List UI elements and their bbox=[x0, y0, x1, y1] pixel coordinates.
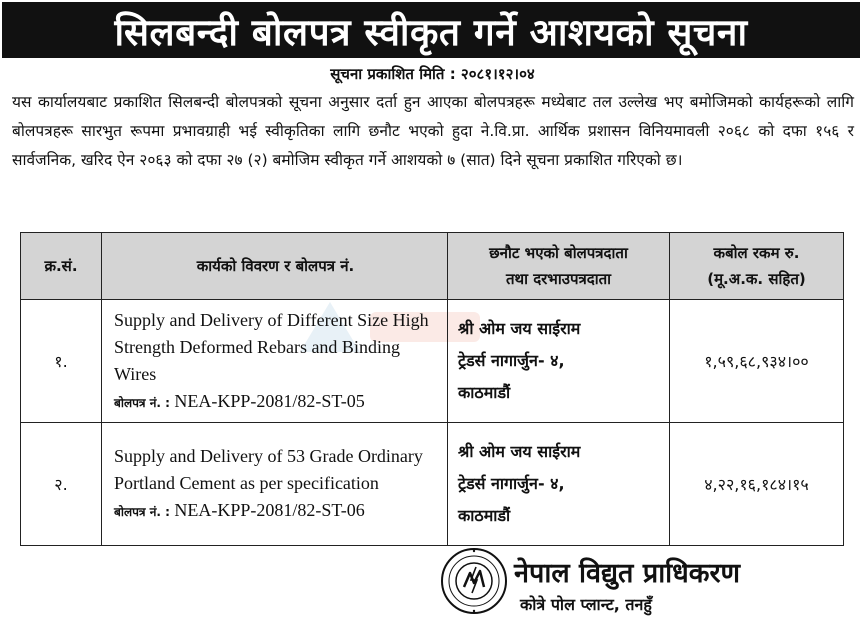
table-header-row bbox=[21, 233, 844, 300]
table-row bbox=[21, 423, 844, 546]
header-bidder bbox=[448, 233, 670, 300]
header-sn: क्र.सं. bbox=[21, 233, 102, 300]
row-bidder bbox=[448, 423, 670, 546]
header-amount-line2: (मू.अ.क. सहित) bbox=[707, 270, 806, 288]
bidder-line3: काठमाडौं bbox=[458, 383, 511, 402]
row-description bbox=[102, 300, 448, 423]
header-bidder-line2: तथा दरभाउपत्रदाता bbox=[505, 270, 612, 288]
bid-number-label: बोलपत्र नं. : bbox=[114, 505, 170, 519]
bid-table bbox=[20, 232, 844, 546]
work-description: Supply and Delivery of 53 Grade Ordinary Portland Cement as per specification bbox=[114, 446, 423, 493]
organization-name: नेपाल विद्युत प्राधिकरण bbox=[514, 558, 741, 589]
footer-organization bbox=[440, 547, 820, 623]
nea-logo-icon bbox=[440, 547, 508, 615]
row-sn: २. bbox=[21, 423, 102, 546]
bid-number: NEA-KPP-2081/82-ST-05 bbox=[174, 390, 365, 411]
row-amount: ४,२२,१६,१८४।१५ bbox=[670, 423, 844, 546]
header-bidder-line1: छनौट भएको बोलपत्रदाता bbox=[489, 244, 628, 262]
organization-office: कोत्रे पोल प्लान्ट, तनहुँ bbox=[520, 595, 652, 614]
row-description bbox=[102, 423, 448, 546]
bidder-line2: ट्रेडर्स नागार्जुन- ४, bbox=[458, 351, 565, 370]
row-sn: १. bbox=[21, 300, 102, 423]
header-amount-line1: कबोल रकम रु. bbox=[713, 244, 800, 262]
notice-body: यस कार्यालयबाट प्रकाशित सिलबन्दी बोलपत्रको सूचना अनुसार दर्ता हुन आएका बोलपत्रहरू मध्येबाट तल उल्लेख भए बमोजिमको कार्यहरूको लागि बोलपत्रहरू सारभुत रूपमा प्रभावग्राही भई स्वीकृतिका लागि छनौट भएको हुदा ने.वि.प्रा. आर्थिक प्रशासन विनियमावली २०६८ को दफा १५६ र सार्वजनिक, खरिद ऐन २०६३ को दफा २७ (२) बमोजिम स्वीकृत गर्ने आशयको ७ (सात) दिने सूचना प्रकाशित गरिएको छ। bbox=[12, 93, 854, 169]
bidder-line3: काठमाडौं bbox=[458, 506, 511, 525]
header-amount bbox=[670, 233, 844, 300]
header-description: कार्यको विवरण र बोलपत्र नं. bbox=[102, 233, 448, 300]
bidder-line1: श्री ओम जय साईराम bbox=[458, 319, 581, 338]
table-row bbox=[21, 300, 844, 423]
bidder-line1: श्री ओम जय साईराम bbox=[458, 442, 581, 461]
work-description: Supply and Delivery of Different Size High Strength Deformed Rebars and Binding Wires bbox=[114, 309, 429, 384]
publication-date: सूचना प्रकाशित मिति : २०८१।१२।०४ bbox=[330, 65, 535, 83]
bid-number-label: बोलपत्र नं. : bbox=[114, 395, 170, 410]
row-bidder bbox=[448, 300, 670, 423]
notice-title: सिलबन्दी बोलपत्र स्वीकृत गर्ने आशयको सूचना bbox=[2, 2, 860, 58]
bid-number-line bbox=[114, 497, 437, 525]
bid-number: NEA-KPP-2081/82-ST-06 bbox=[174, 500, 365, 520]
bid-number-line bbox=[114, 388, 437, 416]
bidder-line2: ट्रेडर्स नागार्जुन- ४, bbox=[458, 474, 565, 493]
row-amount: १,५९,६८,९३४।०० bbox=[670, 300, 844, 423]
